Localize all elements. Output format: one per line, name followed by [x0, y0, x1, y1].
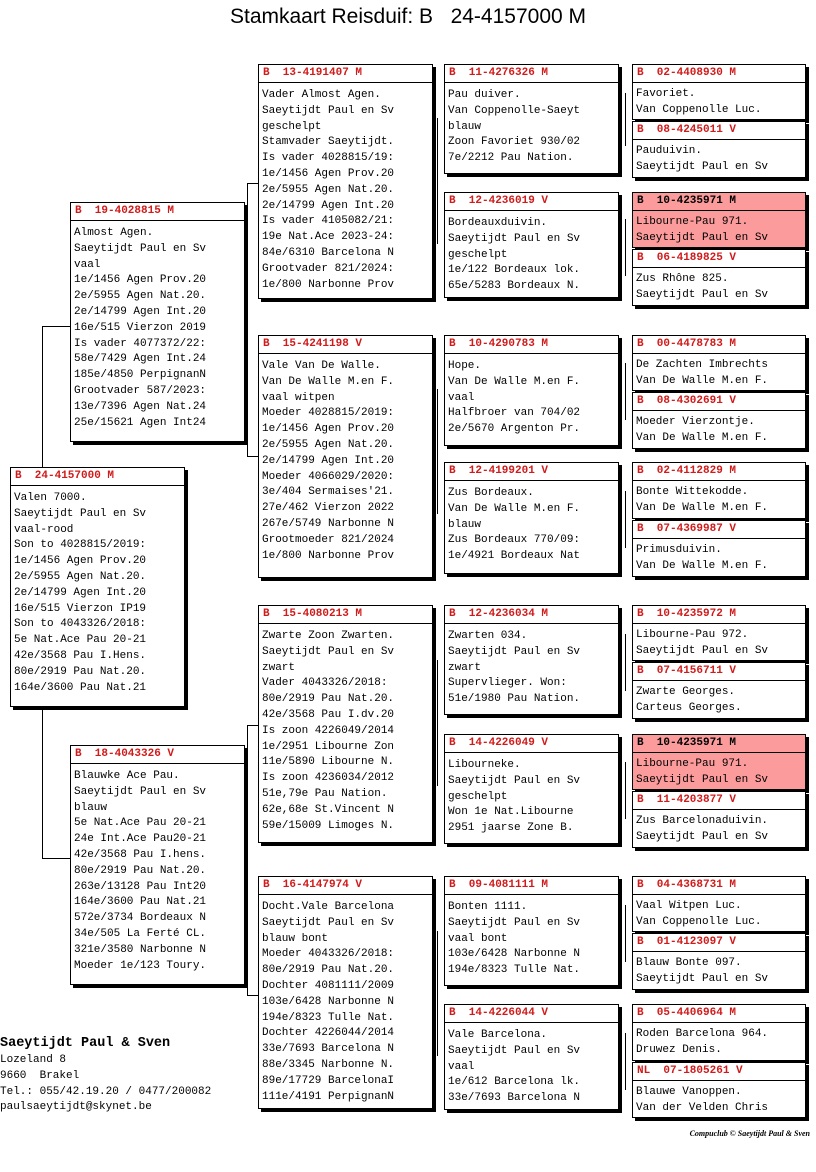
ring-number: B 02-4408930 M	[633, 65, 805, 83]
pedigree-line: blauw	[448, 120, 482, 133]
pedigree-line: 7e/2212 Pau Nation.	[448, 152, 574, 165]
pedigree-line: 572e/3734 Bordeaux N	[74, 912, 207, 925]
pedigree-line: Saeytijdt Paul en Sv	[448, 774, 581, 787]
pigeon-card-fff	[444, 64, 619, 174]
connector-line	[247, 183, 258, 184]
pedigree-line: 80e/2919 Pau Nat.20.	[74, 864, 207, 877]
ring-number: B 07-4369987 V	[633, 521, 805, 539]
pedigree-line: 164e/3600 Pau Nat.21	[14, 681, 147, 694]
pedigree-line: 2951 jaarse Zone B.	[448, 822, 574, 835]
pedigree-line: Saeytijdt Paul en Sv	[74, 242, 207, 255]
pedigree-line: 1e/1456 Agen Prov.20	[262, 423, 395, 436]
pedigree-line: Vale Barcelona.	[448, 1029, 548, 1041]
pedigree-line: vaal-rood	[14, 523, 74, 536]
pedigree-line: Won 1e Nat.Libourne	[448, 806, 574, 819]
pedigree-line: Almost Agen.	[74, 227, 154, 239]
pedigree-line: 80e/2919 Pau Nat.20.	[262, 693, 395, 706]
owner-phone: Tel.: 055/42.19.20 / 0477/200082	[0, 1085, 212, 1098]
pedigree-line: Moeder 4043326/2018:	[262, 948, 395, 961]
pedigree-line: Saeytijdt Paul en Sv	[262, 645, 395, 658]
pedigree-line: 16e/515 Vierzon 2019	[74, 321, 207, 334]
pedigree-line: Bonte Wittekodde.	[636, 486, 749, 498]
ring-number: B 02-4112829 M	[633, 463, 805, 481]
pedigree-line: 1e/1456 Agen Prov.20	[14, 555, 147, 568]
ring-number: B 07-4156711 V	[633, 663, 805, 681]
pedigree-line: 25e/15621 Agen Int24	[74, 416, 207, 429]
ring-number: B 12-4199201 V	[445, 463, 618, 481]
owner-name: Saeytijdt Paul & Sven	[0, 1036, 171, 1051]
pedigree-line: 59e/15009 Limoges N.	[262, 819, 395, 832]
pigeon-card-g12	[632, 791, 806, 848]
connector-line	[437, 931, 438, 1056]
pedigree-line: 103e/6428 Narbonne N	[262, 995, 395, 1008]
pedigree-line: 51e/1980 Pau Nation.	[448, 693, 581, 706]
ring-number: B 01-4123097 V	[633, 934, 805, 952]
ring-number: B 24-4157000 M	[11, 468, 184, 486]
pedigree-line: 84e/6310 Barcelona N	[262, 246, 395, 259]
connector-line	[42, 708, 43, 858]
pedigree-line: 2e/5955 Agen Nat.20.	[74, 290, 207, 303]
pedigree-line: Saeytijdt Paul en Sv	[448, 916, 581, 929]
pigeon-card-g14	[632, 933, 806, 990]
connector-line	[247, 456, 258, 457]
pedigree-line: 2e/14799 Agen Int.20	[262, 199, 395, 212]
owner-address-line: Lozeland 8	[0, 1054, 67, 1066]
connector-line	[625, 905, 626, 962]
pedigree-line: Son to 4028815/2019:	[14, 539, 147, 552]
connector-line	[437, 660, 438, 786]
pigeon-card-g6	[632, 392, 806, 449]
pedigree-line: Stamvader Saeytijdt.	[262, 136, 395, 149]
pedigree-line: 80e/2919 Pau Nat.20.	[262, 964, 395, 977]
pigeon-card-g4	[632, 249, 806, 306]
connector-line	[625, 93, 626, 146]
pedigree-line: Van De Walle M.en F.	[636, 374, 769, 387]
pedigree-line: Primusduivin.	[636, 544, 722, 556]
pedigree-line: vaal	[448, 1060, 475, 1073]
pedigree-line: 11e/5890 Libourne N.	[262, 756, 395, 769]
pedigree-line: blauw	[448, 518, 482, 531]
pedigree-line: Bonten 1111.	[448, 901, 528, 913]
pigeon-card-g15	[632, 1004, 806, 1061]
pigeon-card-fm	[258, 335, 433, 578]
pedigree-line: Zwarte Georges.	[636, 686, 736, 698]
pedigree-line: 27e/462 Vierzon 2022	[262, 502, 395, 515]
pigeon-card-mother	[70, 745, 245, 985]
connector-line	[247, 725, 258, 726]
pigeon-card-father	[70, 202, 245, 442]
connector-line	[437, 389, 438, 514]
pedigree-line: Vale Van De Walle.	[262, 360, 381, 372]
pigeon-card-mmm	[444, 1004, 619, 1110]
pedigree-line: Is zoon 4226049/2014	[262, 724, 395, 737]
pedigree-line: 33e/7693 Barcelona N	[448, 1092, 581, 1105]
pedigree-line: 1e/1456 Agen Prov.20	[74, 274, 207, 287]
pedigree-line: Saeytijdt Paul en Sv	[448, 1044, 581, 1057]
pedigree-line: Van De Walle M.en F.	[448, 375, 581, 388]
pedigree-line: geschelpt	[448, 248, 508, 261]
pedigree-line: Van De Walle M.en F.	[636, 431, 769, 444]
pedigree-line: Roden Barcelona 964.	[636, 1028, 769, 1040]
pedigree-line: Vader 4043326/2018:	[262, 677, 388, 690]
pedigree-line: 103e/6428 Narbonne N	[448, 948, 581, 961]
connector-line	[625, 762, 626, 819]
pedigree-line: Libourneke.	[448, 759, 521, 771]
pigeon-card-mf	[258, 605, 433, 843]
pigeon-card-g2	[632, 121, 806, 178]
pedigree-line: Saeytijdt Paul en Sv	[636, 773, 769, 786]
ring-number: B 08-4302691 V	[633, 393, 805, 411]
pigeon-card-g9	[632, 605, 806, 661]
ring-number: B 00-4478783 M	[633, 336, 805, 354]
pedigree-line: Blauwe Vanoppen.	[636, 1086, 742, 1098]
pedigree-line: 1e/122 Bordeaux lok.	[448, 264, 581, 277]
pedigree-line: 80e/2919 Pau Nat.20.	[14, 665, 147, 678]
pedigree-line: 42e/3568 Pau I.hens.	[74, 848, 207, 861]
pedigree-line: Libourne-Pau 971.	[636, 216, 749, 228]
pedigree-line: Supervlieger. Won:	[448, 677, 567, 690]
pedigree-line: 267e/5749 Narbonne N	[262, 517, 395, 530]
footer-credit: Compuclub © Saeytijdt Paul & Sven	[689, 1129, 810, 1138]
pigeon-card-fmm	[444, 462, 619, 574]
owner-address-line: 9660 Brakel	[0, 1069, 80, 1082]
pedigree-line: Is vader 4105082/21:	[262, 215, 395, 228]
pedigree-line: 34e/505 La Ferté CL.	[74, 927, 207, 940]
ring-number: B 18-4043326 V	[71, 746, 244, 764]
pedigree-line: 13e/7396 Agen Nat.24	[74, 400, 207, 413]
pigeon-card-mfm	[444, 734, 619, 844]
pedigree-line: 321e/3580 Narbonne N	[74, 943, 207, 956]
connector-line	[42, 858, 70, 859]
pigeon-card-fmf	[444, 335, 619, 446]
pedigree-line: 2e/14799 Agen Int.20	[74, 305, 207, 318]
ring-number: B 14-4226044 V	[445, 1005, 618, 1023]
pedigree-line: Van Coppenolle Luc.	[636, 103, 762, 116]
pedigree-line: 1e/4921 Bordeaux Nat	[448, 550, 581, 563]
pedigree-line: Grootvader 821/2024:	[262, 262, 395, 275]
pedigree-line: Docht.Vale Barcelona	[262, 901, 395, 913]
pedigree-line: Dochter 4081111/2009	[262, 979, 395, 992]
pedigree-line: 1e/2951 Libourne Zon	[262, 740, 395, 753]
ring-number: B 11-4276326 M	[445, 65, 618, 83]
pedigree-line: geschelpt	[262, 120, 322, 133]
pedigree-line: Bordeauxduivin.	[448, 217, 548, 229]
pedigree-line: vaal	[74, 258, 101, 271]
pedigree-line: Van De Walle M.en F.	[636, 501, 769, 514]
pedigree-line: 185e/4850 PerpignanN	[74, 369, 207, 382]
pedigree-line: 1e/612 Barcelona lk.	[448, 1076, 581, 1089]
pedigree-line: Zus Barcelonaduivin.	[636, 815, 769, 827]
page-title: Stamkaart Reisduif: B 24-4157000 M	[229, 5, 586, 28]
pigeon-card-g11	[632, 734, 806, 790]
connector-line	[625, 363, 626, 420]
pedigree-line: Zus Bordeaux 770/09:	[448, 534, 581, 547]
pigeon-card-mmf	[444, 876, 619, 986]
ring-number: B 10-4235971 M	[633, 735, 805, 753]
pedigree-line: Saeytijdt Paul en Sv	[448, 645, 581, 658]
pedigree-line: 88e/3345 Narbonne N.	[262, 1058, 395, 1071]
pedigree-line: blauw	[74, 801, 108, 814]
pedigree-line: Van Coppenolle Luc.	[636, 915, 762, 928]
ring-number: NL 07-1805261 V	[633, 1063, 805, 1081]
pigeon-card-g16	[632, 1062, 806, 1118]
ring-number: B 05-4406964 M	[633, 1005, 805, 1023]
pedigree-line: Is zoon 4236034/2012	[262, 772, 395, 785]
ring-number: B 12-4236034 M	[445, 606, 618, 624]
pedigree-line: 2e/5955 Agen Nat.20.	[262, 183, 395, 196]
pedigree-line: Saeytijdt Paul en Sv	[636, 644, 769, 657]
pedigree-line: Zoon Favoriet 930/02	[448, 136, 581, 149]
pedigree-line: 42e/3568 Pau I.dv.20	[262, 708, 395, 721]
ring-number: B 15-4080213 M	[259, 606, 432, 624]
ring-number: B 13-4191407 M	[259, 65, 432, 83]
pedigree-line: Saeytijdt Paul en Sv	[636, 231, 769, 244]
pedigree-line: 2e/5955 Agen Nat.20.	[14, 570, 147, 583]
pigeon-card-g3	[632, 192, 806, 248]
pedigree-line: 33e/7693 Barcelona N	[262, 1043, 395, 1056]
pedigree-line: 2e/14799 Agen Int.20	[262, 454, 395, 467]
pedigree-line: Zwarten 034.	[448, 630, 528, 642]
pedigree-line: zwart	[262, 661, 296, 674]
pedigree-line: 19e Nat.Ace 2023-24:	[262, 231, 395, 244]
ring-number: B 09-4081111 M	[445, 877, 618, 895]
pigeon-card-g13	[632, 876, 806, 932]
pedigree-line: Is vader 4077372/22:	[74, 337, 207, 350]
pedigree-line: Pauduivin.	[636, 145, 703, 157]
pedigree-line: vaal witpen	[262, 391, 335, 404]
ring-number: B 15-4241198 V	[259, 336, 432, 354]
pigeon-card-mm	[258, 876, 433, 1109]
pedigree-line: Blauwke Ace Pau.	[74, 770, 180, 782]
pedigree-line: Van Coppenolle-Saeyt	[448, 104, 581, 117]
pedigree-line: 65e/5283 Bordeaux N.	[448, 280, 581, 293]
connector-line	[625, 1033, 626, 1090]
pedigree-line: Hope.	[448, 360, 482, 372]
pedigree-line: 58e/7429 Agen Int.24	[74, 353, 207, 366]
connector-line	[247, 183, 248, 456]
pedigree-line: Saeytijdt Paul en Sv	[636, 972, 769, 985]
connector-line	[247, 725, 248, 995]
pedigree-line: Son to 4043326/2018:	[14, 618, 147, 631]
pedigree-line: Van De Walle M.en F.	[448, 502, 581, 515]
pedigree-line: 194e/8323 Tulle Nat.	[262, 1011, 395, 1024]
pedigree-line: Van De Walle M.en F.	[262, 375, 395, 388]
pedigree-line: vaal bont	[448, 932, 508, 945]
ring-number: B 10-4290783 M	[445, 336, 618, 354]
pedigree-line: Zus Rhône 825.	[636, 273, 729, 285]
connector-line	[437, 118, 438, 244]
ring-number: B 16-4147974 V	[259, 877, 432, 895]
ring-number: B 10-4235971 M	[633, 193, 805, 211]
connector-line	[42, 326, 43, 468]
pedigree-line: Moeder 1e/123 Toury.	[74, 959, 207, 972]
pedigree-line: 1e/800 Narbonne Prov	[262, 278, 395, 291]
pedigree-line: Dochter 4226044/2014	[262, 1027, 395, 1040]
pigeon-card-g5	[632, 335, 806, 391]
ring-number: B 04-4368731 M	[633, 877, 805, 895]
connector-line	[625, 219, 626, 276]
ring-number: B 11-4203877 V	[633, 792, 805, 810]
pedigree-line: De Zachten Imbrechts	[636, 359, 769, 371]
pedigree-line: Moeder 4066029/2020:	[262, 470, 395, 483]
pedigree-line: Libourne-Pau 971.	[636, 758, 749, 770]
pedigree-line: 89e/17729 BarcelonaI	[262, 1074, 395, 1087]
pedigree-line: 51e,79e Pau Nation.	[262, 787, 388, 800]
pedigree-line: Saeytijdt Paul en Sv	[636, 830, 769, 843]
pedigree-line: 263e/13128 Pau Int20	[74, 880, 207, 893]
connector-line	[42, 326, 70, 327]
pedigree-line: Zwarte Zoon Zwarten.	[262, 630, 395, 642]
pedigree-line: 5e Nat.Ace Pau 20-21	[74, 817, 207, 830]
pedigree-line: 2e/14799 Agen Int.20	[14, 586, 147, 599]
pedigree-line: 5e Nat.Ace Pau 20-21	[14, 634, 147, 647]
pedigree-line: 16e/515 Vierzon IP19	[14, 602, 147, 615]
pedigree-line: 24e Int.Ace Pau20-21	[74, 833, 207, 846]
pedigree-line: Grootmoeder 821/2024	[262, 533, 395, 546]
pedigree-line: Favoriet.	[636, 88, 696, 100]
ring-number: B 10-4235972 M	[633, 606, 805, 624]
pedigree-line: Carteus Georges.	[636, 701, 742, 714]
pedigree-line: 42e/3568 Pau I.Hens.	[14, 649, 147, 662]
pedigree-line: Saeytijdt Paul en Sv	[262, 916, 395, 929]
pedigree-line: Valen 7000.	[14, 492, 87, 504]
pedigree-line: Is vader 4028815/19:	[262, 152, 395, 165]
pigeon-card-g1	[632, 64, 806, 120]
pedigree-line: Vaal Witpen Luc.	[636, 900, 742, 912]
pedigree-line: blauw bont	[262, 932, 329, 945]
pedigree-line: 2e/5670 Argenton Pr.	[448, 423, 581, 436]
pedigree-line: 164e/3600 Pau Nat.21	[74, 896, 207, 909]
ring-number: B 14-4226049 V	[445, 735, 618, 753]
pigeon-card-subject	[10, 467, 185, 707]
pedigree-line: Van De Walle M.en F.	[636, 559, 769, 572]
pedigree-line: Grootvader 587/2023:	[74, 384, 207, 397]
connector-line	[625, 491, 626, 548]
owner-info	[0, 1035, 211, 1116]
ring-number: B 08-4245011 V	[633, 122, 805, 140]
pedigree-line: Saeytijdt Paul en Sv	[636, 160, 769, 173]
pedigree-line: Van der Velden Chris	[636, 1101, 769, 1114]
pedigree-line: Pau duiver.	[448, 89, 521, 101]
pedigree-line: Druwez Denis.	[636, 1043, 722, 1056]
pedigree-line: geschelpt	[448, 790, 508, 803]
pedigree-line: Moeder 4028815/2019:	[262, 407, 395, 420]
pedigree-line: Saeytijdt Paul en Sv	[636, 288, 769, 301]
pedigree-line: zwart	[448, 661, 482, 674]
pedigree-line: vaal	[448, 391, 475, 404]
connector-line	[625, 634, 626, 691]
pedigree-line: 3e/404 Sermaises'21.	[262, 486, 395, 499]
pigeon-card-g10	[632, 662, 806, 719]
pedigree-line: 194e/8323 Tulle Nat.	[448, 964, 581, 977]
pedigree-line: Saeytijdt Paul en Sv	[448, 232, 581, 245]
pedigree-line: 1e/800 Narbonne Prov	[262, 549, 395, 562]
owner-email: paulsaeytijdt@skynet.be	[0, 1101, 152, 1114]
pigeon-card-mff	[444, 605, 619, 715]
pedigree-line: Blauw Bonte 097.	[636, 957, 742, 969]
ring-number: B 12-4236019 V	[445, 193, 618, 211]
pigeon-card-ffm	[444, 192, 619, 298]
pedigree-line: 2e/5955 Agen Nat.20.	[262, 438, 395, 451]
pedigree-line: Zus Bordeaux.	[448, 487, 534, 499]
pedigree-line: Saeytijdt Paul en Sv	[14, 507, 147, 520]
pedigree-line: 111e/4191 PerpignanN	[262, 1090, 395, 1103]
pedigree-line: Libourne-Pau 972.	[636, 629, 749, 641]
pedigree-line: Halfbroer van 704/02	[448, 407, 581, 420]
pedigree-line: 1e/1456 Agen Prov.20	[262, 167, 395, 180]
pigeon-card-ff	[258, 64, 433, 299]
pigeon-card-g8	[632, 520, 806, 577]
connector-line	[247, 995, 258, 996]
pedigree-line: Vader Almost Agen.	[262, 89, 381, 101]
pedigree-line: 62e,68e St.Vincent N	[262, 803, 395, 816]
pigeon-card-g7	[632, 462, 806, 519]
pedigree-line: Saeytijdt Paul en Sv	[74, 785, 207, 798]
pedigree-line: Saeytijdt Paul en Sv	[262, 104, 395, 117]
ring-number: B 19-4028815 M	[71, 203, 244, 221]
pedigree-line: Moeder Vierzontje.	[636, 416, 755, 428]
ring-number: B 06-4189825 V	[633, 250, 805, 268]
